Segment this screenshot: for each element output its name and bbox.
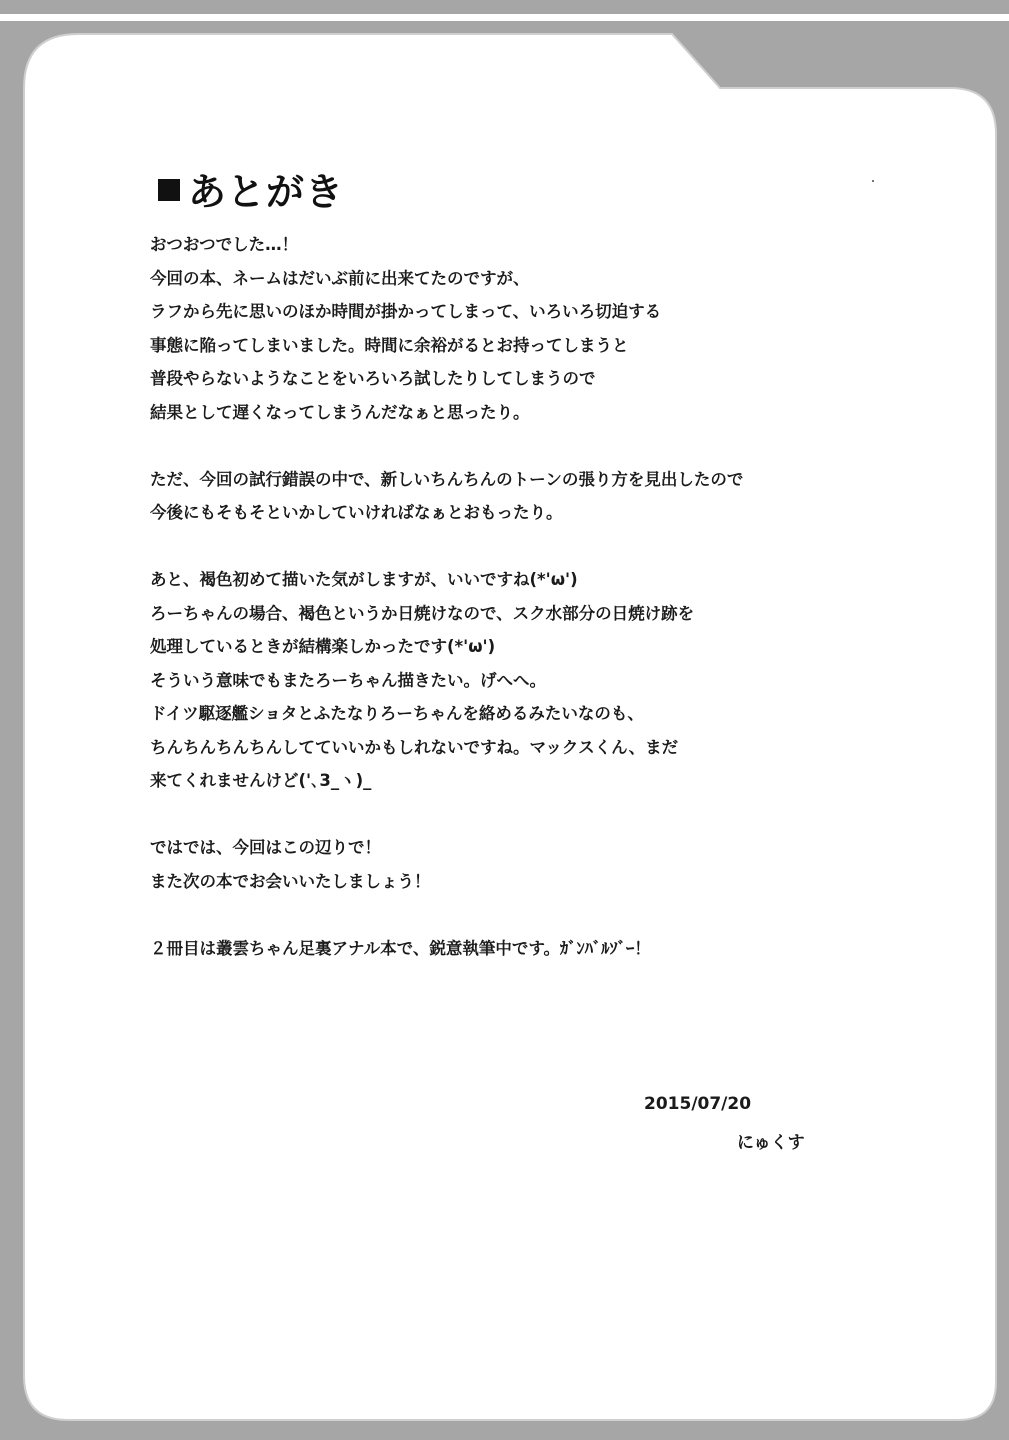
text-line: 事態に陥ってしまいました。時間に余裕がるとお持ってしまうと (150, 335, 629, 355)
paragraph-1 (150, 228, 870, 429)
text-line: ちんちんちんちんしてていいかもしれないですね。マックスくん、まだ (150, 737, 679, 757)
paragraph-gap (150, 798, 870, 832)
text-line: ではでは、今回はこの辺りで！ (150, 838, 381, 857)
text-line: また次の本でお会いいたしましょう！ (150, 871, 431, 891)
speck-mark (872, 180, 874, 182)
text-line: 今後にもそもそといかしていければなぁとおもったり。 (150, 503, 563, 522)
paragraph-gap (150, 530, 870, 564)
text-line: 今回の本、ネームはだいぶ前に出来てたのですが、 (150, 268, 530, 288)
paragraph-2 (150, 463, 870, 530)
text-line: ドイツ駆逐艦ショタとふたなりろーちゃんを絡めるみたいなのも、 (150, 704, 644, 723)
text-line: 処理しているときが結構楽しかったです(*'ω') (150, 637, 496, 656)
signature-date: 2015/07/20 (644, 1094, 752, 1114)
text-line: ラフから先に思いのほか時間が掛かってしまって、いろいろ切迫する (150, 302, 662, 321)
paragraph-gap (150, 429, 870, 463)
paragraph-gap (150, 898, 870, 932)
bullet-square-icon (158, 179, 180, 201)
page-title: あとがき (188, 169, 345, 214)
signature-author: にゅくす (737, 1133, 805, 1153)
afterword-body (150, 228, 870, 965)
text-line: 来てくれませんけど('､3_ヽ)_ (150, 771, 372, 790)
paragraph-4 (150, 831, 870, 898)
text-line: ただ、今回の試行錯誤の中で、新しいちんちんのトーンの張り方を見出したので (150, 469, 744, 489)
text-line: ろーちゃんの場合、褐色というか日焼けなので、スク水部分の日焼け跡を (150, 603, 695, 623)
paragraph-3 (150, 563, 870, 798)
text-line: 結果として遅くなってしまうんだなぁと思ったり。 (150, 402, 530, 422)
paragraph-5 (150, 932, 870, 966)
text-line: 普段やらないようなことをいろいろ試したりしてしまうので (150, 369, 596, 388)
heading (158, 158, 344, 218)
text-line: おつおつでした…！ (150, 235, 299, 254)
text-line: ２冊目は叢雲ちゃん足裏アナル本で、鋭意執筆中です。ｶﾞﾝﾊﾞﾙｿﾞｰ！ (150, 938, 651, 958)
text-line: そういう意味でもまたろーちゃん描きたい。げへへ。 (150, 670, 546, 690)
text-line: あと、褐色初めて描いた気がしますが、いいですね(*'ω') (150, 570, 578, 589)
